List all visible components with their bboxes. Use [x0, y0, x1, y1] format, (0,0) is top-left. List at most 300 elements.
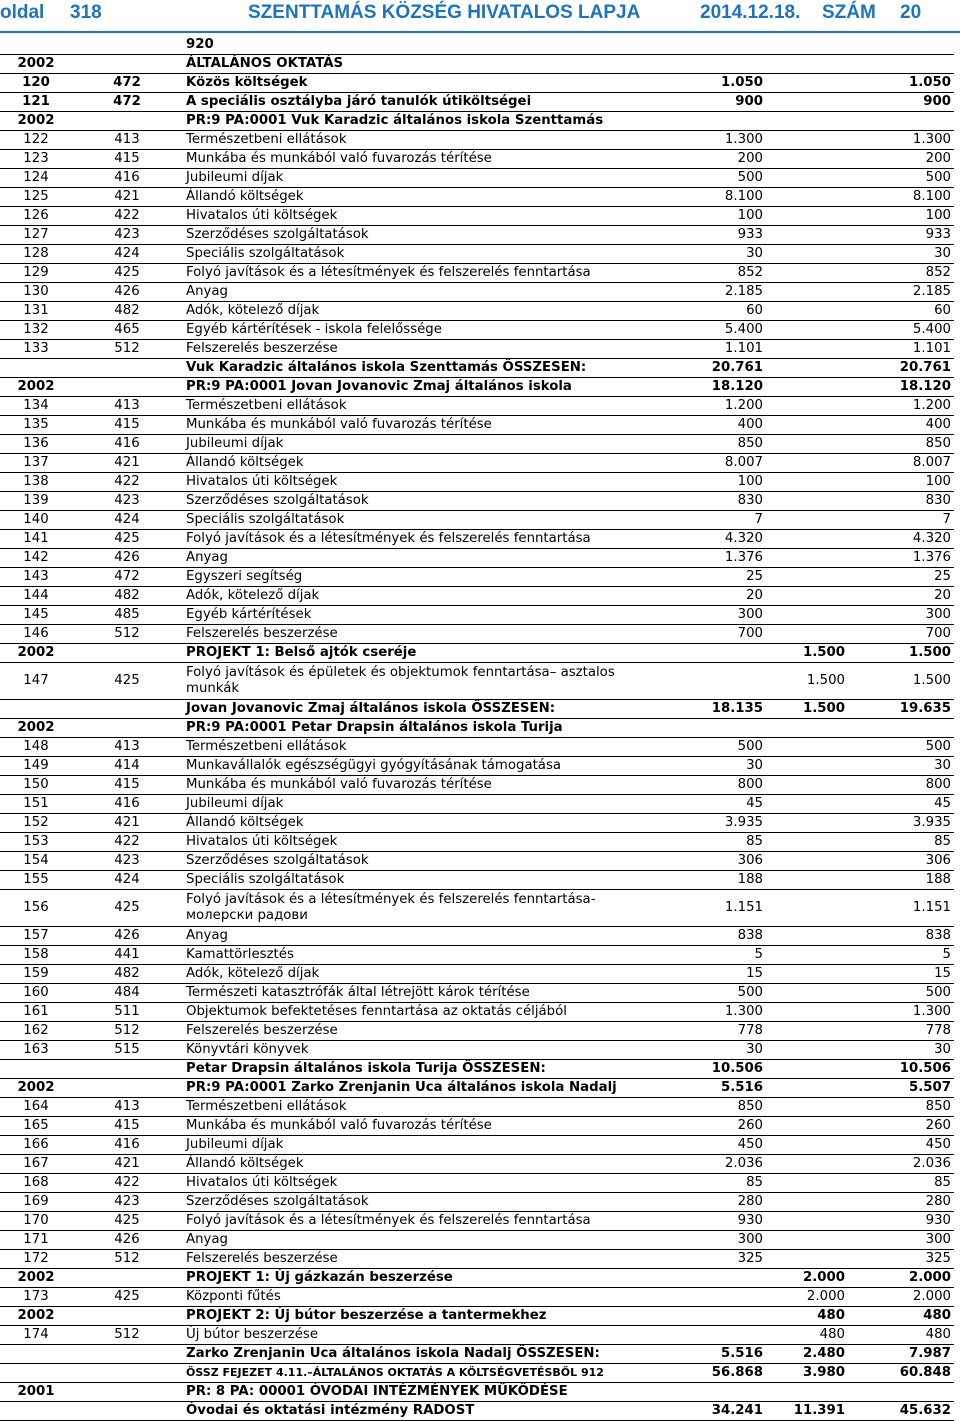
amount-budget-cell: 20 [662, 587, 766, 606]
table-row [0, 1193, 954, 1212]
row-number-cell: 152 [0, 814, 72, 833]
description-cell: Vuk Karadzic általános iskola Szenttamás ÖSSZESEN: [182, 359, 662, 378]
description-cell: PR:9 PA:0001 Petar Drapsin általános iskola Turija [182, 719, 662, 738]
table-row [0, 1155, 954, 1174]
amount-total-cell: 838 [848, 927, 954, 946]
table-row [0, 416, 954, 435]
account-code-cell: 423 [72, 492, 182, 511]
description-cell: Speciális szolgáltatások [182, 245, 662, 264]
table-row [0, 738, 954, 757]
description-cell: Folyó javítások és épületek és objektumok fenntartása– asztalos munkák [182, 663, 662, 700]
amount-total-cell: 30 [848, 1041, 954, 1060]
amount-other-cell [766, 965, 848, 984]
account-code-cell [72, 1269, 182, 1288]
table-row [0, 1269, 954, 1288]
account-code-cell: 482 [72, 587, 182, 606]
amount-total-cell: 200 [848, 150, 954, 169]
account-code-cell: 512 [72, 625, 182, 644]
table-row [0, 321, 954, 340]
table-row [0, 473, 954, 492]
row-number-cell: 2001 [0, 1383, 72, 1402]
row-number-cell: 141 [0, 530, 72, 549]
row-number-cell: 2002 [0, 1079, 72, 1098]
description-cell: Anyag [182, 927, 662, 946]
amount-budget-cell: 30 [662, 757, 766, 776]
account-code-cell: 422 [72, 833, 182, 852]
account-code-cell: 425 [72, 890, 182, 927]
amount-total-cell: 7.987 [848, 1345, 954, 1364]
amount-other-cell [766, 1174, 848, 1193]
amount-other-cell [766, 795, 848, 814]
description-cell: Anyag [182, 283, 662, 302]
amount-other-cell [766, 1003, 848, 1022]
row-number-cell [0, 1060, 72, 1079]
description-cell: PR: 8 PA: 00001 ÓVODAI INTÉZMÉNYEK MŰKÖDÉSE [182, 1383, 662, 1402]
row-number-cell: 166 [0, 1136, 72, 1155]
amount-total-cell: 8.100 [848, 188, 954, 207]
account-code-cell: 472 [72, 74, 182, 93]
amount-other-cell [766, 74, 848, 93]
description-cell: PROJEKT 2: Új bútor beszerzése a tantermekhez [182, 1307, 662, 1326]
row-number-cell: 145 [0, 606, 72, 625]
table-row [0, 264, 954, 283]
amount-other-cell [766, 719, 848, 738]
amount-other-cell [766, 946, 848, 965]
amount-total-cell: 850 [848, 1098, 954, 1117]
table-row [0, 587, 954, 606]
amount-other-cell [766, 738, 848, 757]
amount-budget-cell: 260 [662, 1117, 766, 1136]
amount-budget-cell: 4.320 [662, 530, 766, 549]
row-number-cell [0, 1402, 72, 1421]
description-cell: Felszerelés beszerzése [182, 340, 662, 359]
account-code-cell: 415 [72, 150, 182, 169]
description-cell: Speciális szolgáltatások [182, 871, 662, 890]
description-cell: Központi fűtés [182, 1288, 662, 1307]
amount-budget-cell: 5.400 [662, 321, 766, 340]
amount-budget-cell: 930 [662, 1212, 766, 1231]
description-cell: Felszerelés beszerzése [182, 625, 662, 644]
table-row [0, 1326, 954, 1345]
amount-budget-cell: 7 [662, 511, 766, 530]
description-cell: Anyag [182, 1231, 662, 1250]
account-code-cell [72, 644, 182, 663]
account-code-cell: 423 [72, 226, 182, 245]
row-number-cell: 157 [0, 927, 72, 946]
table-row [0, 568, 954, 587]
amount-total-cell: 480 [848, 1326, 954, 1345]
account-code-cell [72, 112, 182, 131]
amount-other-cell [766, 1212, 848, 1231]
row-number-cell: 163 [0, 1041, 72, 1060]
amount-budget-cell: 1.101 [662, 340, 766, 359]
table-row [0, 776, 954, 795]
table-row [0, 606, 954, 625]
row-number-cell: 2002 [0, 1269, 72, 1288]
amount-total-cell: 5 [848, 946, 954, 965]
row-number-cell: 162 [0, 1022, 72, 1041]
account-code-cell: 426 [72, 283, 182, 302]
amount-budget-cell: 100 [662, 473, 766, 492]
amount-total-cell: 60 [848, 302, 954, 321]
account-code-cell: 424 [72, 871, 182, 890]
table-row [0, 1022, 954, 1041]
amount-total-cell: 7 [848, 511, 954, 530]
amount-other-cell [766, 511, 848, 530]
account-code-cell: 421 [72, 188, 182, 207]
amount-budget-cell: 1.050 [662, 74, 766, 93]
account-code-cell [72, 719, 182, 738]
table-row [0, 530, 954, 549]
description-cell: Természetbeni ellátások [182, 131, 662, 150]
description-cell: Közös költségek [182, 74, 662, 93]
description-cell: Jubileumi díjak [182, 1136, 662, 1155]
row-number-cell: 130 [0, 283, 72, 302]
table-row [0, 719, 954, 738]
row-number-cell: 150 [0, 776, 72, 795]
amount-other-cell [766, 264, 848, 283]
account-code-cell: 413 [72, 397, 182, 416]
account-code-cell: 425 [72, 1288, 182, 1307]
amount-budget-cell: 5 [662, 946, 766, 965]
amount-budget-cell: 5.516 [662, 1079, 766, 1098]
amount-total-cell: 4.320 [848, 530, 954, 549]
description-cell: Adók, kötelező díjak [182, 302, 662, 321]
amount-total-cell: 1.200 [848, 397, 954, 416]
amount-budget-cell: 933 [662, 226, 766, 245]
row-number-cell: 134 [0, 397, 72, 416]
row-number-cell [0, 1345, 72, 1364]
table-row [0, 302, 954, 321]
table-row [0, 340, 954, 359]
amount-other-cell [766, 984, 848, 1003]
account-code-cell: 512 [72, 1022, 182, 1041]
amount-budget-cell: 10.506 [662, 1060, 766, 1079]
description-cell: Egyéb kártérítések - iskola felelőssége [182, 321, 662, 340]
amount-other-cell [766, 814, 848, 833]
table-row [0, 1212, 954, 1231]
amount-budget-cell [662, 1307, 766, 1326]
description-cell: PR:9 PA:0001 Jovan Jovanovic Zmaj általános iskola [182, 378, 662, 397]
account-code-cell [72, 359, 182, 378]
amount-total-cell: 480 [848, 1307, 954, 1326]
account-code-cell: 426 [72, 1231, 182, 1250]
amount-other-cell [766, 606, 848, 625]
description-cell: PR:9 PA:0001 Vuk Karadzic általános iskola Szenttamás [182, 112, 662, 131]
row-number-cell: 138 [0, 473, 72, 492]
amount-other-cell [766, 890, 848, 927]
description-cell: Folyó javítások és a létesítmények és felszerelés fenntartása- молерски радови [182, 890, 662, 927]
amount-total-cell: 900 [848, 93, 954, 112]
table-row [0, 965, 954, 984]
description-cell: Egyéb kártérítések [182, 606, 662, 625]
description-cell: 920 [182, 36, 662, 55]
amount-budget-cell: 18.120 [662, 378, 766, 397]
amount-other-cell [766, 188, 848, 207]
account-code-cell [72, 1345, 182, 1364]
description-cell: Jubileumi díjak [182, 435, 662, 454]
amount-total-cell [848, 719, 954, 738]
row-number-cell: 2002 [0, 1307, 72, 1326]
account-code-cell: 441 [72, 946, 182, 965]
amount-budget-cell: 700 [662, 625, 766, 644]
amount-other-cell [766, 112, 848, 131]
amount-total-cell: 15 [848, 965, 954, 984]
table-row [0, 1383, 954, 1402]
row-number-cell: 131 [0, 302, 72, 321]
description-cell: Jovan Jovanovic Zmaj általános iskola ÖSSZESEN: [182, 700, 662, 719]
amount-other-cell [766, 1060, 848, 1079]
amount-total-cell: 1.500 [848, 644, 954, 663]
row-number-cell: 128 [0, 245, 72, 264]
account-code-cell: 422 [72, 1174, 182, 1193]
issue-number: 20 [900, 2, 922, 23]
amount-other-cell: 480 [766, 1307, 848, 1326]
amount-other-cell [766, 416, 848, 435]
account-code-cell: 416 [72, 1136, 182, 1155]
description-cell: Adók, kötelező díjak [182, 587, 662, 606]
amount-total-cell: 306 [848, 852, 954, 871]
amount-total-cell: 45.632 [848, 1402, 954, 1421]
amount-other-cell [766, 852, 848, 871]
account-code-cell: 472 [72, 93, 182, 112]
amount-other-cell [766, 93, 848, 112]
amount-total-cell: 20 [848, 587, 954, 606]
description-cell: Hivatalos úti költségek [182, 1174, 662, 1193]
amount-other-cell [766, 587, 848, 606]
amount-other-cell [766, 245, 848, 264]
account-code-cell: 414 [72, 757, 182, 776]
account-code-cell [72, 1060, 182, 1079]
amount-total-cell: 3.935 [848, 814, 954, 833]
description-cell: Munkába és munkából való fuvarozás térítése [182, 150, 662, 169]
description-cell: Kamattörlesztés [182, 946, 662, 965]
description-cell: Zarko Zrenjanin Uca általános iskola Nadalj ÖSSZESEN: [182, 1345, 662, 1364]
table-row [0, 1098, 954, 1117]
table-row [0, 795, 954, 814]
description-cell: Munkába és munkából való fuvarozás térítése [182, 776, 662, 795]
amount-other-cell [766, 1383, 848, 1402]
account-code-cell: 421 [72, 1155, 182, 1174]
row-number-cell: 121 [0, 93, 72, 112]
amount-budget-cell: 500 [662, 984, 766, 1003]
row-number-cell: 133 [0, 340, 72, 359]
account-code-cell [72, 1383, 182, 1402]
amount-total-cell: 2.000 [848, 1269, 954, 1288]
table-row [0, 511, 954, 530]
row-number-cell: 129 [0, 264, 72, 283]
description-cell: Objektumok befektetéses fenntartása az oktatás céljából [182, 1003, 662, 1022]
account-code-cell [72, 1364, 182, 1383]
row-number-cell: 174 [0, 1326, 72, 1345]
table-row [0, 36, 954, 55]
amount-total-cell [848, 112, 954, 131]
amount-budget-cell: 45 [662, 795, 766, 814]
amount-budget-cell: 30 [662, 245, 766, 264]
row-number-cell: 120 [0, 74, 72, 93]
row-number-cell: 154 [0, 852, 72, 871]
row-number-cell: 135 [0, 416, 72, 435]
table-row [0, 492, 954, 511]
amount-budget-cell: 800 [662, 776, 766, 795]
description-cell: Folyó javítások és a létesítmények és felszerelés fenntartása [182, 264, 662, 283]
row-number-cell: 132 [0, 321, 72, 340]
table-row [0, 1231, 954, 1250]
amount-budget-cell: 838 [662, 927, 766, 946]
amount-budget-cell: 280 [662, 1193, 766, 1212]
amount-budget-cell: 200 [662, 150, 766, 169]
table-row [0, 1041, 954, 1060]
amount-other-cell [766, 549, 848, 568]
amount-budget-cell: 85 [662, 833, 766, 852]
amount-total-cell: 100 [848, 207, 954, 226]
amount-total-cell [848, 55, 954, 74]
description-cell: Könyvtári könyvek [182, 1041, 662, 1060]
amount-total-cell: 500 [848, 984, 954, 1003]
row-number-cell [0, 1364, 72, 1383]
account-code-cell: 426 [72, 927, 182, 946]
budget-table-body [0, 36, 954, 1421]
account-code-cell: 415 [72, 776, 182, 795]
amount-budget-cell [662, 1383, 766, 1402]
amount-total-cell: 1.500 [848, 663, 954, 700]
description-cell: Folyó javítások és a létesítmények és felszerelés fenntartása [182, 1212, 662, 1231]
amount-total-cell: 1.050 [848, 74, 954, 93]
account-code-cell [72, 55, 182, 74]
amount-total-cell: 800 [848, 776, 954, 795]
description-cell: PROJEKT 1: Új gázkazán beszerzése [182, 1269, 662, 1288]
row-number-cell: 155 [0, 871, 72, 890]
amount-other-cell: 2.000 [766, 1269, 848, 1288]
row-number-cell: 142 [0, 549, 72, 568]
account-code-cell: 415 [72, 416, 182, 435]
account-code-cell: 512 [72, 1326, 182, 1345]
row-number-cell: 170 [0, 1212, 72, 1231]
row-number-cell: 160 [0, 984, 72, 1003]
amount-budget-cell: 8.007 [662, 454, 766, 473]
amount-other-cell [766, 1193, 848, 1212]
row-number-cell: 147 [0, 663, 72, 700]
description-cell: Szerződéses szolgáltatások [182, 852, 662, 871]
amount-total-cell: 852 [848, 264, 954, 283]
amount-other-cell [766, 1098, 848, 1117]
account-code-cell: 424 [72, 245, 182, 264]
amount-total-cell: 930 [848, 1212, 954, 1231]
account-code-cell: 421 [72, 814, 182, 833]
amount-budget-cell: 3.935 [662, 814, 766, 833]
row-number-cell: 148 [0, 738, 72, 757]
amount-budget-cell: 300 [662, 1231, 766, 1250]
description-cell: Speciális szolgáltatások [182, 511, 662, 530]
amount-budget-cell: 25 [662, 568, 766, 587]
amount-budget-cell: 850 [662, 435, 766, 454]
amount-total-cell: 400 [848, 416, 954, 435]
amount-other-cell [766, 131, 848, 150]
description-cell: Szerződéses szolgáltatások [182, 1193, 662, 1212]
amount-total-cell: 20.761 [848, 359, 954, 378]
table-row [0, 1003, 954, 1022]
amount-other-cell [766, 55, 848, 74]
amount-budget-cell [662, 1269, 766, 1288]
description-cell: Hivatalos úti költségek [182, 207, 662, 226]
amount-other-cell [766, 435, 848, 454]
amount-other-cell [766, 321, 848, 340]
row-number-cell: 173 [0, 1288, 72, 1307]
amount-total-cell: 85 [848, 1174, 954, 1193]
amount-other-cell: 3.980 [766, 1364, 848, 1383]
description-cell: Állandó költségek [182, 1155, 662, 1174]
amount-budget-cell: 500 [662, 738, 766, 757]
amount-total-cell: 2.185 [848, 283, 954, 302]
description-cell: Állandó költségek [182, 454, 662, 473]
description-cell: PROJEKT 1: Belső ajtók cseréje [182, 644, 662, 663]
account-code-cell: 413 [72, 1098, 182, 1117]
account-code-cell: 421 [72, 454, 182, 473]
amount-total-cell: 700 [848, 625, 954, 644]
table-row [0, 1250, 954, 1269]
description-cell: Felszerelés beszerzése [182, 1022, 662, 1041]
amount-budget-cell [662, 1326, 766, 1345]
row-number-cell: 144 [0, 587, 72, 606]
amount-other-cell [766, 397, 848, 416]
amount-total-cell: 30 [848, 757, 954, 776]
amount-other-cell [766, 169, 848, 188]
description-cell: Természeti katasztrófák által létrejött károk térítése [182, 984, 662, 1003]
amount-total-cell: 5.400 [848, 321, 954, 340]
row-number-cell: 169 [0, 1193, 72, 1212]
amount-budget-cell: 60 [662, 302, 766, 321]
description-cell: Hivatalos úti költségek [182, 473, 662, 492]
row-number-cell: 123 [0, 150, 72, 169]
table-row [0, 644, 954, 663]
account-code-cell: 515 [72, 1041, 182, 1060]
amount-budget-cell: 56.868 [662, 1364, 766, 1383]
amount-budget-cell: 85 [662, 1174, 766, 1193]
publication-title: SZENTTAMÁS KÖZSÉG HIVATALOS LAPJA [248, 2, 641, 23]
amount-total-cell: 1.376 [848, 549, 954, 568]
amount-budget-cell [662, 36, 766, 55]
amount-total-cell: 933 [848, 226, 954, 245]
table-row [0, 74, 954, 93]
table-row [0, 1060, 954, 1079]
amount-budget-cell: 1.300 [662, 1003, 766, 1022]
row-number-cell: 161 [0, 1003, 72, 1022]
amount-budget-cell: 15 [662, 965, 766, 984]
table-row [0, 454, 954, 473]
row-number-cell: 127 [0, 226, 72, 245]
description-cell: ÁLTALÁNOS OKTATÁS [182, 55, 662, 74]
amount-other-cell [766, 1041, 848, 1060]
table-row [0, 1402, 954, 1421]
amount-total-cell: 1.300 [848, 131, 954, 150]
amount-total-cell: 778 [848, 1022, 954, 1041]
amount-other-cell [766, 473, 848, 492]
table-row [0, 852, 954, 871]
account-code-cell: 482 [72, 965, 182, 984]
account-code-cell [72, 1307, 182, 1326]
amount-total-cell: 25 [848, 568, 954, 587]
table-row [0, 1345, 954, 1364]
amount-budget-cell: 20.761 [662, 359, 766, 378]
issue-date: 2014.12.18. [700, 2, 801, 23]
row-number-cell: 158 [0, 946, 72, 965]
table-row [0, 378, 954, 397]
row-number-cell: 2002 [0, 719, 72, 738]
amount-total-cell: 5.507 [848, 1079, 954, 1098]
account-code-cell [72, 378, 182, 397]
row-number-cell: 126 [0, 207, 72, 226]
amount-other-cell [766, 359, 848, 378]
